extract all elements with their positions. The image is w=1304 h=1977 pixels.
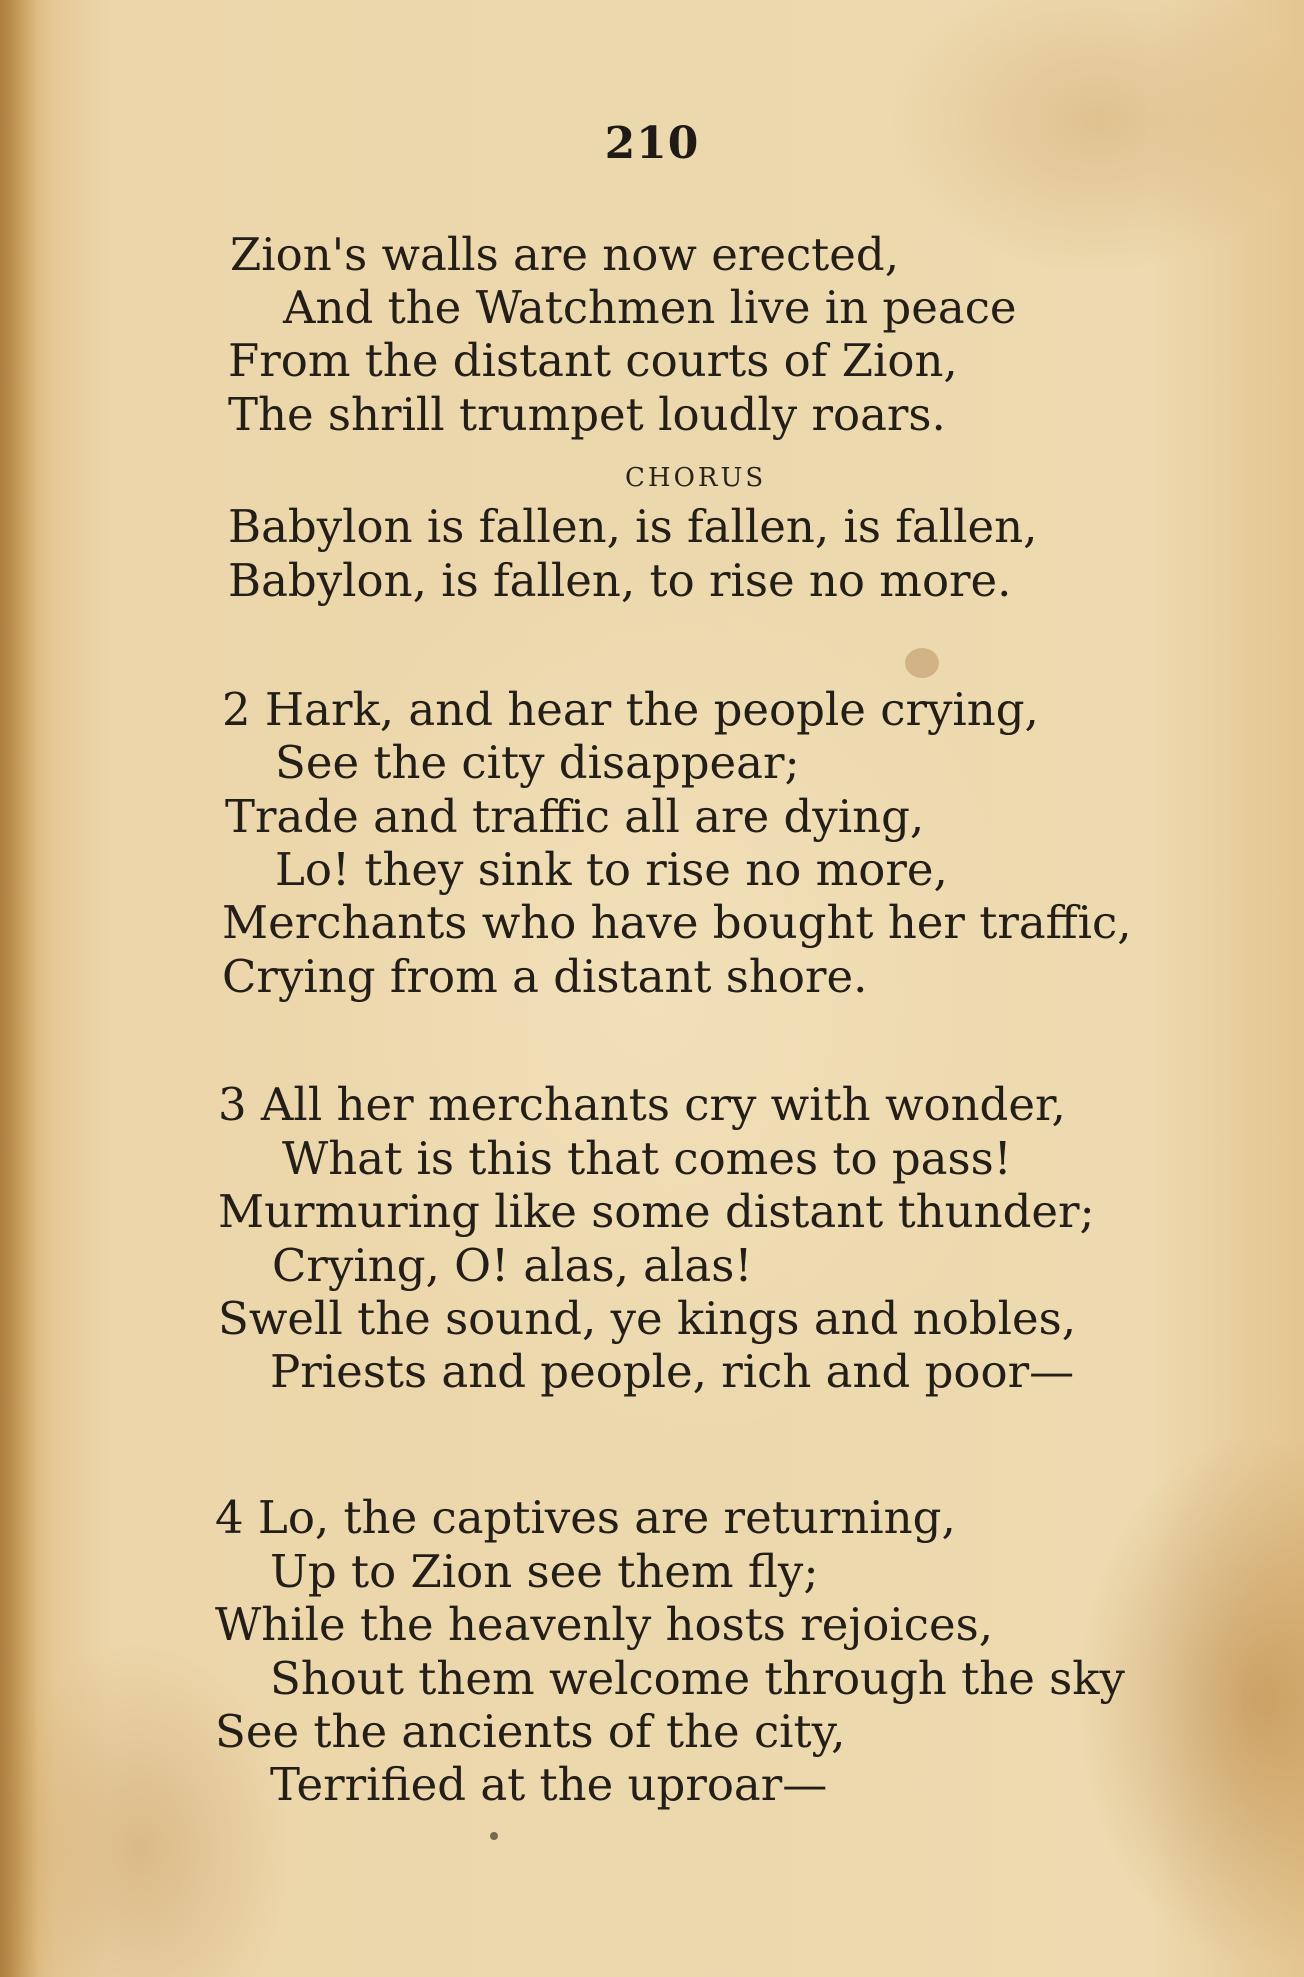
verse-line: And the Watchmen live in peace (283, 281, 1017, 334)
verse-line: The shrill trumpet loudly roars. (228, 388, 946, 441)
verse-line: Murmuring like some distant thunder; (218, 1185, 1095, 1238)
verse-line: Zion's walls are now erected, (230, 228, 900, 281)
verse-line: Terrified at the uproar— (270, 1758, 828, 1811)
verse-line: See the city disappear; (275, 736, 800, 789)
chorus-label: CHORUS (625, 463, 767, 493)
verse-line: See the ancients of the city, (215, 1705, 846, 1758)
chorus-line: Babylon is fallen, is fallen, is fallen, (228, 500, 1038, 553)
verse-line: Crying, O! alas, alas! (272, 1239, 753, 1292)
verse-line: From the distant courts of Zion, (228, 334, 958, 387)
page-spine-shadow (0, 0, 38, 1977)
verse-line: Trade and traffic all are dying, (225, 790, 925, 843)
verse-line: Up to Zion see them fly; (270, 1545, 819, 1598)
verse-line: 4 Lo, the captives are returning, (215, 1491, 956, 1544)
verse-line: Priests and people, rich and poor— (270, 1345, 1075, 1398)
chorus-line: Babylon, is fallen, to rise no more. (228, 554, 1012, 607)
verse-line: 2 Hark, and hear the people crying, (222, 683, 1039, 736)
verse-line: Lo! they sink to rise no more, (275, 843, 948, 896)
verse-line: Merchants who have bought her traffic, (222, 896, 1132, 949)
stain-mark (490, 1832, 498, 1840)
verse-line: What is this that comes to pass! (282, 1132, 1012, 1185)
verse-line: 3 All her merchants cry with wonder, (218, 1078, 1066, 1131)
page-number: 210 (604, 118, 700, 169)
stain-mark (905, 648, 939, 678)
verse-line: Swell the sound, ye kings and nobles, (218, 1292, 1077, 1345)
verse-line: Shout them welcome through the sky (270, 1652, 1125, 1705)
verse-line: Crying from a distant shore. (222, 950, 868, 1003)
verse-line: While the heavenly hosts rejoices, (215, 1598, 994, 1651)
